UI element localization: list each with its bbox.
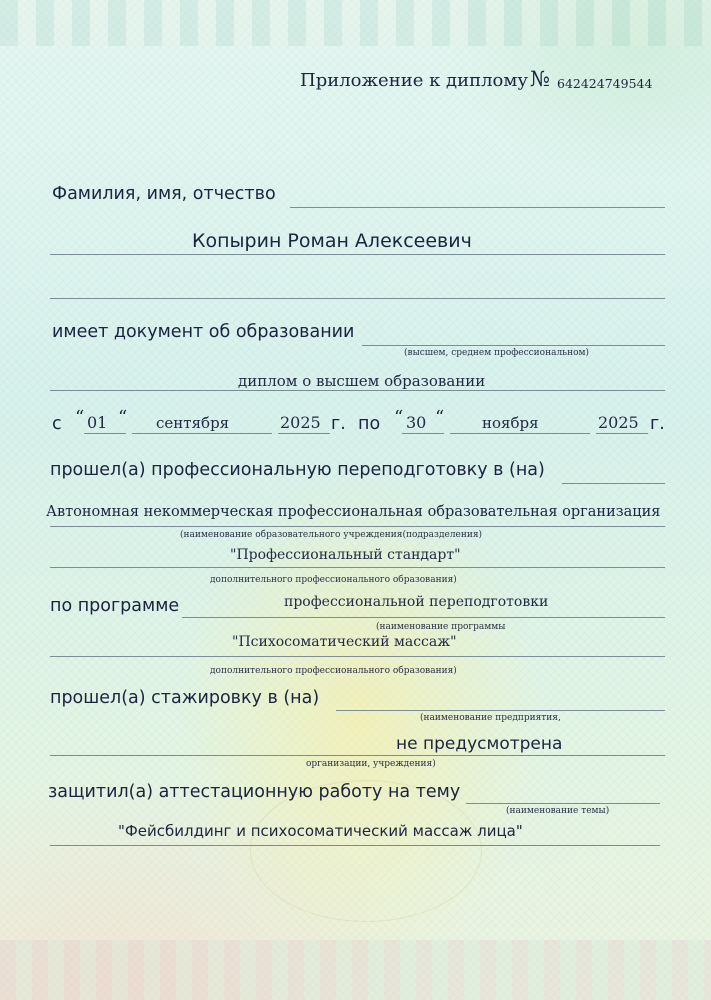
internship-line-2	[50, 755, 665, 756]
doc-note: (высшем, среднем профессиональном)	[404, 348, 590, 358]
thesis-label: защитил(а) аттестационную работу на тему	[48, 782, 461, 802]
program-line-1	[182, 617, 665, 618]
to-year-line	[596, 433, 648, 434]
program-value: профессиональной переподготовки	[284, 594, 549, 610]
doc-value: диплом о высшем образовании	[238, 372, 486, 390]
program-name: "Психосоматический массаж"	[232, 634, 457, 650]
internship-note2: организации, учреждения)	[306, 759, 436, 769]
doc-line-2	[50, 390, 665, 391]
number-sign: №	[530, 67, 550, 91]
to-year: 2025	[598, 413, 639, 432]
org-line-1	[50, 526, 665, 527]
from-year-line	[278, 433, 330, 434]
doc-line-1	[362, 345, 665, 346]
fio-value: Копырин Роман Алексеевич	[192, 230, 472, 252]
from-year: 2025	[280, 413, 321, 432]
org-note: (наименование образовательного учреждения(подразделения)	[180, 530, 483, 540]
doc-label: имеет документ об образовании	[52, 322, 355, 342]
program-line-2	[50, 656, 665, 657]
to-word: по	[358, 414, 381, 434]
quote-open-1: “	[75, 407, 85, 428]
thesis-value: "Фейсбилдинг и психосоматический массаж лица"	[118, 822, 523, 840]
decorative-border-top	[0, 0, 711, 46]
fio-line-2	[50, 254, 665, 255]
from-day: 01	[87, 413, 108, 432]
from-day-line	[84, 433, 126, 434]
internship-value: не предусмотрена	[396, 734, 563, 754]
thesis-line-2	[50, 845, 660, 846]
org-note2: дополнительного профессионального образования)	[210, 575, 457, 585]
period-prefix: с	[52, 414, 62, 434]
training-line	[562, 483, 665, 484]
document-title: Приложение к диплому	[300, 70, 528, 91]
from-month: сентября	[156, 414, 230, 432]
training-label: прошел(а) профессиональную переподготовку в (на)	[50, 460, 545, 480]
from-year-suffix: г.	[331, 414, 346, 434]
to-day-line	[402, 433, 444, 434]
internship-label: прошел(а) стажировку в (на)	[50, 688, 320, 708]
org-line-2	[50, 567, 665, 568]
quote-open-2: “	[394, 407, 404, 428]
diploma-number: 642424749544	[557, 76, 653, 91]
to-month: ноября	[482, 414, 539, 432]
quote-close-2: “	[435, 407, 445, 428]
from-month-line	[132, 433, 272, 434]
quote-close-1: “	[118, 407, 128, 428]
program-label: по программе	[50, 596, 180, 616]
fio-label: Фамилия, имя, отчество	[52, 184, 276, 204]
internship-line-1	[336, 710, 665, 711]
org-value: Автономная некоммерческая профессиональная образовательная организация	[46, 504, 661, 520]
fio-line-1	[290, 207, 665, 208]
to-month-line	[450, 433, 590, 434]
to-year-suffix: г.	[650, 414, 665, 434]
to-day: 30	[406, 413, 427, 432]
program-note2: дополнительного профессионального образования)	[210, 666, 457, 676]
internship-note: (наименование предприятия,	[420, 713, 561, 723]
fio-line-3	[50, 298, 665, 299]
thesis-line-1	[466, 803, 660, 804]
thesis-note: (наименование темы)	[506, 806, 610, 816]
program-note: (наименование программы	[376, 622, 506, 632]
decorative-border-bottom	[0, 940, 711, 1000]
org-name: "Профессиональный стандарт"	[230, 547, 461, 563]
